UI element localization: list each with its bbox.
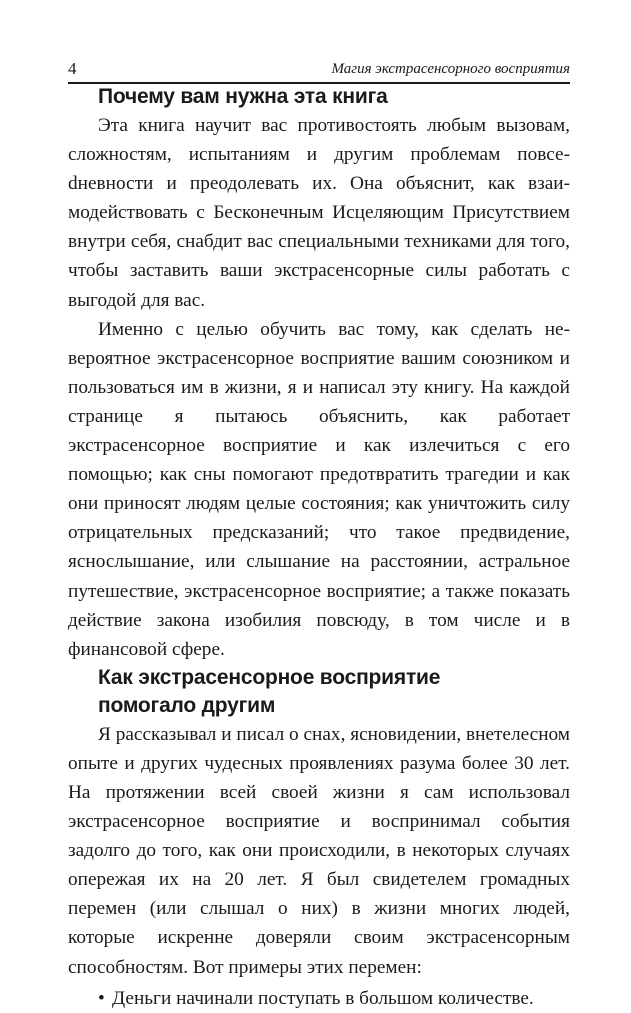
section-heading bbox=[68, 664, 570, 720]
paragraph: Эта книга научит вас противостоять любым вызовам, сложностям, испытаниям и другим проблемам повсеdневности и преодолевать их. Она объяснит, как взаимодействовать с Бесконечным Исцеляющим Присутствием внутри себя, снабдит вас специальными техниками для того, чтобы заставить ваши экстрасенсорные силы работать с выгодой для вас. bbox=[68, 115, 570, 311]
section-heading-line: Почему вам нужна эта книга bbox=[98, 85, 388, 108]
running-head bbox=[68, 58, 570, 84]
page-content bbox=[68, 83, 570, 1013]
running-title: Магия экстрасенсорного восприятия bbox=[331, 61, 570, 77]
bullet-icon: • bbox=[98, 987, 105, 1009]
section-heading-line: Как экстрасенсорное восприятие bbox=[98, 665, 441, 689]
list-item-text: Деньги начинали поступать в большом количестве. bbox=[112, 987, 534, 1009]
page-number: 4 bbox=[68, 59, 77, 78]
section-heading-line: помогало другим bbox=[98, 693, 276, 717]
paragraph: Именно с целью обучить вас тому, как сделать невероятное экстрасенсорное восприятие вашим союзником и пользоваться им в жизни, я и написал эту книгу. На каждой странице я пытаюсь объяснить, как работает экстрасенсорное восприятие и как излечиться с его помощью; как сны помогают предотвратить трагедии и как они приносят людям целые состояния; как уничтожить силу отрицательных предсказаний; что такое предвидение, яснослышание, или слышание на расстоянии, астральное путешествие, экстрасенсорное восприятие; а также показать действие закона изобилия повсюду, в том числе и в финансовой сфере. bbox=[68, 318, 570, 660]
section-heading bbox=[68, 83, 570, 111]
paragraph: Я рассказывал и писал о снах, ясновидении, внетелесном опыте и других чудесных проявлениях разума более 30 лет. На протяжении всей своей жизни я сам использовал экстрасенсорное восприятие и воспринимал события задолго до того, как они происходили, в некоторых случаях опережая их на 20 лет. Я был свидетелем громадных перемен (или слышал о них) в жизни многих людей, которые искренне доверяли своим экстрасенсорным способностям. Вот примеры этих перемен: bbox=[68, 723, 570, 978]
list-item bbox=[68, 984, 570, 1013]
